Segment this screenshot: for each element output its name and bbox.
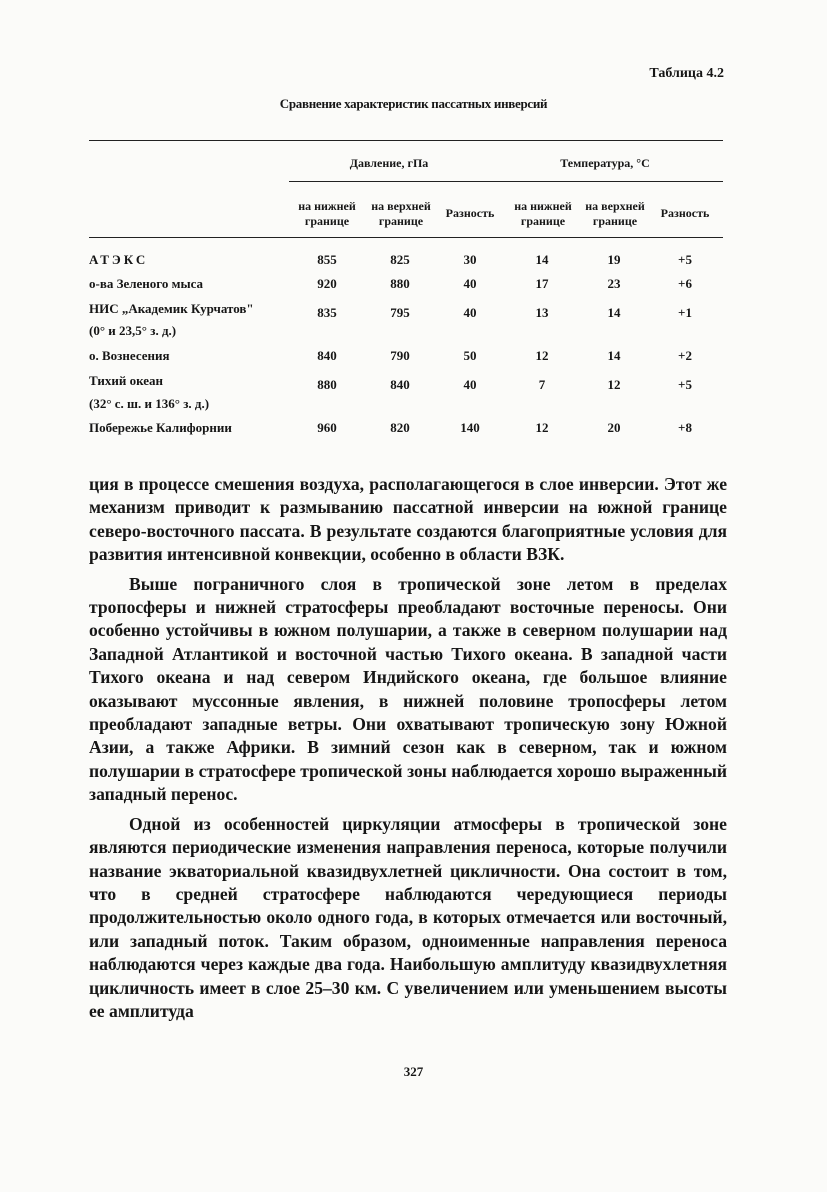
table-top-rule	[89, 140, 723, 141]
cell-temperature-diff: +5	[678, 252, 692, 267]
cell-temperature-upper: 23	[607, 276, 621, 291]
temperature-upper-header	[578, 199, 652, 229]
cell-pressure-upper: 820	[390, 420, 410, 435]
cell-pressure-diff: 50	[463, 348, 477, 363]
group-header-rule	[289, 181, 723, 182]
cell-temperature-diff: +1	[678, 305, 692, 320]
row-name: Побережье Калифорнии	[89, 420, 232, 435]
cell-temperature-lower: 14	[535, 252, 549, 267]
page-number: 327	[403, 1064, 424, 1079]
cell-temperature-diff: +2	[678, 348, 692, 363]
cell-pressure-diff: 40	[463, 305, 477, 320]
header-line: границе	[520, 214, 566, 228]
cell-temperature-lower: 17	[535, 276, 549, 291]
body-text	[89, 473, 727, 1023]
pressure-lower-header	[290, 199, 364, 229]
cell-temperature-upper: 20	[607, 420, 621, 435]
cell-pressure-lower: 920	[317, 276, 337, 291]
cell-temperature-lower: 12	[535, 420, 549, 435]
header-line: на нижней	[514, 199, 572, 213]
row-name: Тихий океан	[89, 373, 163, 388]
cell-temperature-upper: 14	[607, 305, 621, 320]
cell-temperature-lower: 13	[535, 305, 549, 320]
cell-pressure-lower: 880	[317, 377, 337, 392]
temperature-diff-header: Разность	[660, 206, 710, 220]
header-line: границе	[592, 214, 638, 228]
cell-pressure-upper: 795	[390, 305, 410, 320]
row-name-continuation: (32° с. ш. и 136° з. д.)	[89, 396, 210, 411]
cell-pressure-upper: 825	[390, 252, 410, 267]
row-name: о-ва Зеленого мыса	[89, 276, 204, 291]
header-line: на верхней	[371, 199, 431, 213]
cell-pressure-diff: 140	[460, 420, 480, 435]
cell-pressure-diff: 40	[463, 377, 477, 392]
cell-temperature-upper: 19	[607, 252, 621, 267]
cell-pressure-diff: 30	[463, 252, 477, 267]
cell-pressure-lower: 835	[317, 305, 337, 320]
header-bottom-rule	[89, 237, 723, 238]
table-label: Таблица 4.2	[649, 66, 724, 81]
header-line: границе	[378, 214, 424, 228]
cell-pressure-upper: 880	[390, 276, 410, 291]
cell-pressure-upper: 790	[390, 348, 410, 363]
header-line: границе	[304, 214, 350, 228]
row-name: о. Вознесения	[89, 348, 170, 363]
cell-pressure-diff: 40	[463, 276, 477, 291]
row-name-continuation: (0° и 23,5° з. д.)	[89, 323, 177, 338]
temperature-lower-header	[506, 199, 580, 229]
cell-temperature-lower: 12	[535, 348, 549, 363]
cell-temperature-upper: 14	[607, 348, 621, 363]
cell-pressure-upper: 840	[390, 377, 410, 392]
cell-pressure-lower: 840	[317, 348, 337, 363]
pressure-upper-header	[364, 199, 438, 229]
cell-temperature-diff: +8	[678, 420, 692, 435]
row-name: НИС „Академик Курчатов"	[89, 301, 254, 316]
pressure-header: Давление, гПа	[349, 156, 429, 170]
cell-temperature-upper: 12	[607, 377, 621, 392]
cell-temperature-diff: +6	[678, 276, 692, 291]
cell-pressure-lower: 960	[317, 420, 337, 435]
cell-temperature-diff: +5	[678, 377, 692, 392]
cell-temperature-lower: 7	[538, 377, 546, 392]
paragraph: Одной из особенностей циркуляции атмосферы в тропической зоне являются периодические изменения направления переноса, которые получили название экваториальной квазидвухлетней цикличности. Она состоит в том, что в средней стратосфере наблюдаются чередующиеся периоды продолжительностью около одного года, в которых отмечается или восточный, или западный поток. Таким образом, одноименные направления переноса наблюдаются через каждые два года. Наибольшую амплитуду квазидвухлетняя цикличность имеет в слое 25–30 км. С увеличением или уменьшением высоты ее амплитуда	[89, 813, 727, 1021]
temperature-header: Температура, °С	[560, 156, 650, 170]
row-name: АТЭКС	[89, 252, 149, 267]
paragraph: ция в процессе смешения воздуха, располагающегося в слое инверсии. Этот же механизм приводит к размыванию пассатной инверсии на южной границе северо-восточного пассата. В результате создаются благоприятные условия для развития интенсивной конвекции, особенно в области ВЗК.	[89, 474, 727, 565]
table-title: Сравнение характеристик пассатных инверсий	[279, 96, 548, 111]
cell-pressure-lower: 855	[317, 252, 337, 267]
header-line: на верхней	[585, 199, 645, 213]
header-line: на нижней	[298, 199, 356, 213]
paragraph: Выше пограничного слоя в тропической зоне летом в пределах тропосферы и нижней стратосферы преобладают восточные переносы. Они особенно устойчивы в южном полушарии, а также в северном полушарии над Западной Атлантикой и восточной частью Тихого океана. В западной части Тихого океана и над севером Индийского океана, где большое влияние оказывают муссонные явления, в нижней половине тропосферы летом преобладают западные ветры. Они охватывают тропическую зону Южной Азии, а также Африки. В зимний сезон как в северном, так и южном полушарии в стратосфере тропической зоны наблюдается хорошо выраженный западный перенос.	[89, 573, 727, 805]
pressure-diff-header: Разность	[445, 206, 495, 220]
